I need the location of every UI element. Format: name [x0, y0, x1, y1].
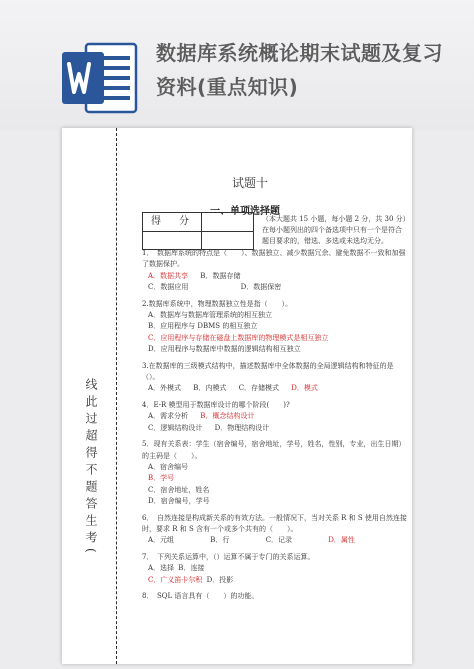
question-list	[142, 248, 408, 607]
binding-side-note: 线此过超得不题答生考(	[84, 378, 98, 558]
question-4	[142, 400, 408, 434]
option: D．数据保密	[240, 283, 282, 292]
option: B．应用程序与 DBMS 的相互独立	[148, 322, 258, 331]
option: D．物理结构设计	[214, 423, 270, 432]
score-cell	[143, 232, 202, 249]
question-stem: 6． 自然连接是构成新关系的有效方法。一般情况下，当对关系 R 和 S 使用自然连接时，要求 R 和 S 含有一个或多个共有的（ ）。	[142, 513, 407, 533]
option: D．模式	[291, 384, 318, 393]
document-page	[62, 128, 412, 664]
question-1	[142, 248, 408, 294]
question-3	[142, 361, 408, 395]
option: C．存储模式	[238, 384, 280, 393]
option: B．连接	[178, 564, 205, 573]
option: B．内模式	[193, 384, 227, 393]
question-6	[142, 513, 408, 547]
option: B．数据存储	[200, 271, 241, 280]
option: A．选择	[148, 564, 175, 573]
score-box	[142, 212, 254, 250]
option: B．概念结构设计	[200, 412, 255, 421]
option: C．应用程序与存储在磁盘上数据库的物理模式是相互独立	[148, 333, 329, 342]
option: A．元组	[148, 536, 175, 545]
option: C．广义笛卡尔积	[148, 575, 203, 584]
question-stem: 5．现有关系表：学生（宿舍编号，宿舍地址，学号，姓名，性别，专业，出生日期）的主码是（ ）。	[142, 440, 406, 460]
option: C．宿舍地址，姓名	[148, 485, 210, 494]
word-document-icon	[60, 42, 138, 114]
option: A．需求分析	[148, 412, 189, 421]
score-label: 得 分	[143, 213, 202, 232]
question-stem: 1． 数据库系统的特点是（ ）、数据独立、减少数据冗余、避免数据不一致和加强了数据保护。	[142, 249, 406, 269]
banner-header	[0, 0, 474, 130]
option: C．记录	[265, 536, 293, 545]
score-cell	[202, 213, 253, 232]
option: D．应用程序与数据库中数据的逻辑结构相互独立	[148, 345, 301, 354]
section-title: 一、单项选择题	[210, 206, 280, 217]
option: A．数据共享	[148, 271, 189, 280]
option: A．宿舍编号	[148, 462, 189, 471]
option: A．外模式	[148, 384, 182, 393]
option: D．投影	[206, 575, 234, 584]
document-title: 数据库系统概论期末试题及复习资料(重点知识)	[156, 41, 443, 99]
option: D．属性	[328, 536, 355, 545]
question-stem: 3.在数据库的三级模式结构中，描述数据库中全体数据的全局逻辑结构和特征的是（）。	[142, 361, 394, 382]
binding-dashed-line	[116, 128, 117, 664]
question-stem: 7． 下列关系运算中，（）运算不属于专门的关系运算。	[142, 552, 315, 561]
question-stem: 2.数据库系统中，物理数据独立性是指（ ）。	[142, 299, 293, 308]
question-2	[142, 299, 408, 356]
option: B．行	[210, 536, 230, 545]
section-instructions: （本大题共 15 小题，每小题 2 分，共 30 分）在每小题列出的四个备选项中只有一个是符合题目要求的，错选、多选或未选均无分。	[262, 215, 407, 245]
option: B．学号	[148, 474, 175, 483]
option: A．数据库与数据库管理系统的相互独立	[148, 311, 273, 320]
question-5	[142, 439, 408, 507]
option: C．逻辑结构设计	[148, 423, 203, 432]
option: C．数据应用	[148, 283, 189, 292]
question-stem: 4．E-R 模型用于数据库设计的哪个阶段( )?	[142, 400, 290, 409]
option: D．宿舍编号，学号	[148, 497, 210, 506]
paper-title: 试题十	[232, 176, 269, 190]
question-8	[142, 591, 408, 602]
question-stem: 8． SQL 语言具有（ ）的功能。	[142, 591, 259, 600]
question-7	[142, 552, 408, 586]
